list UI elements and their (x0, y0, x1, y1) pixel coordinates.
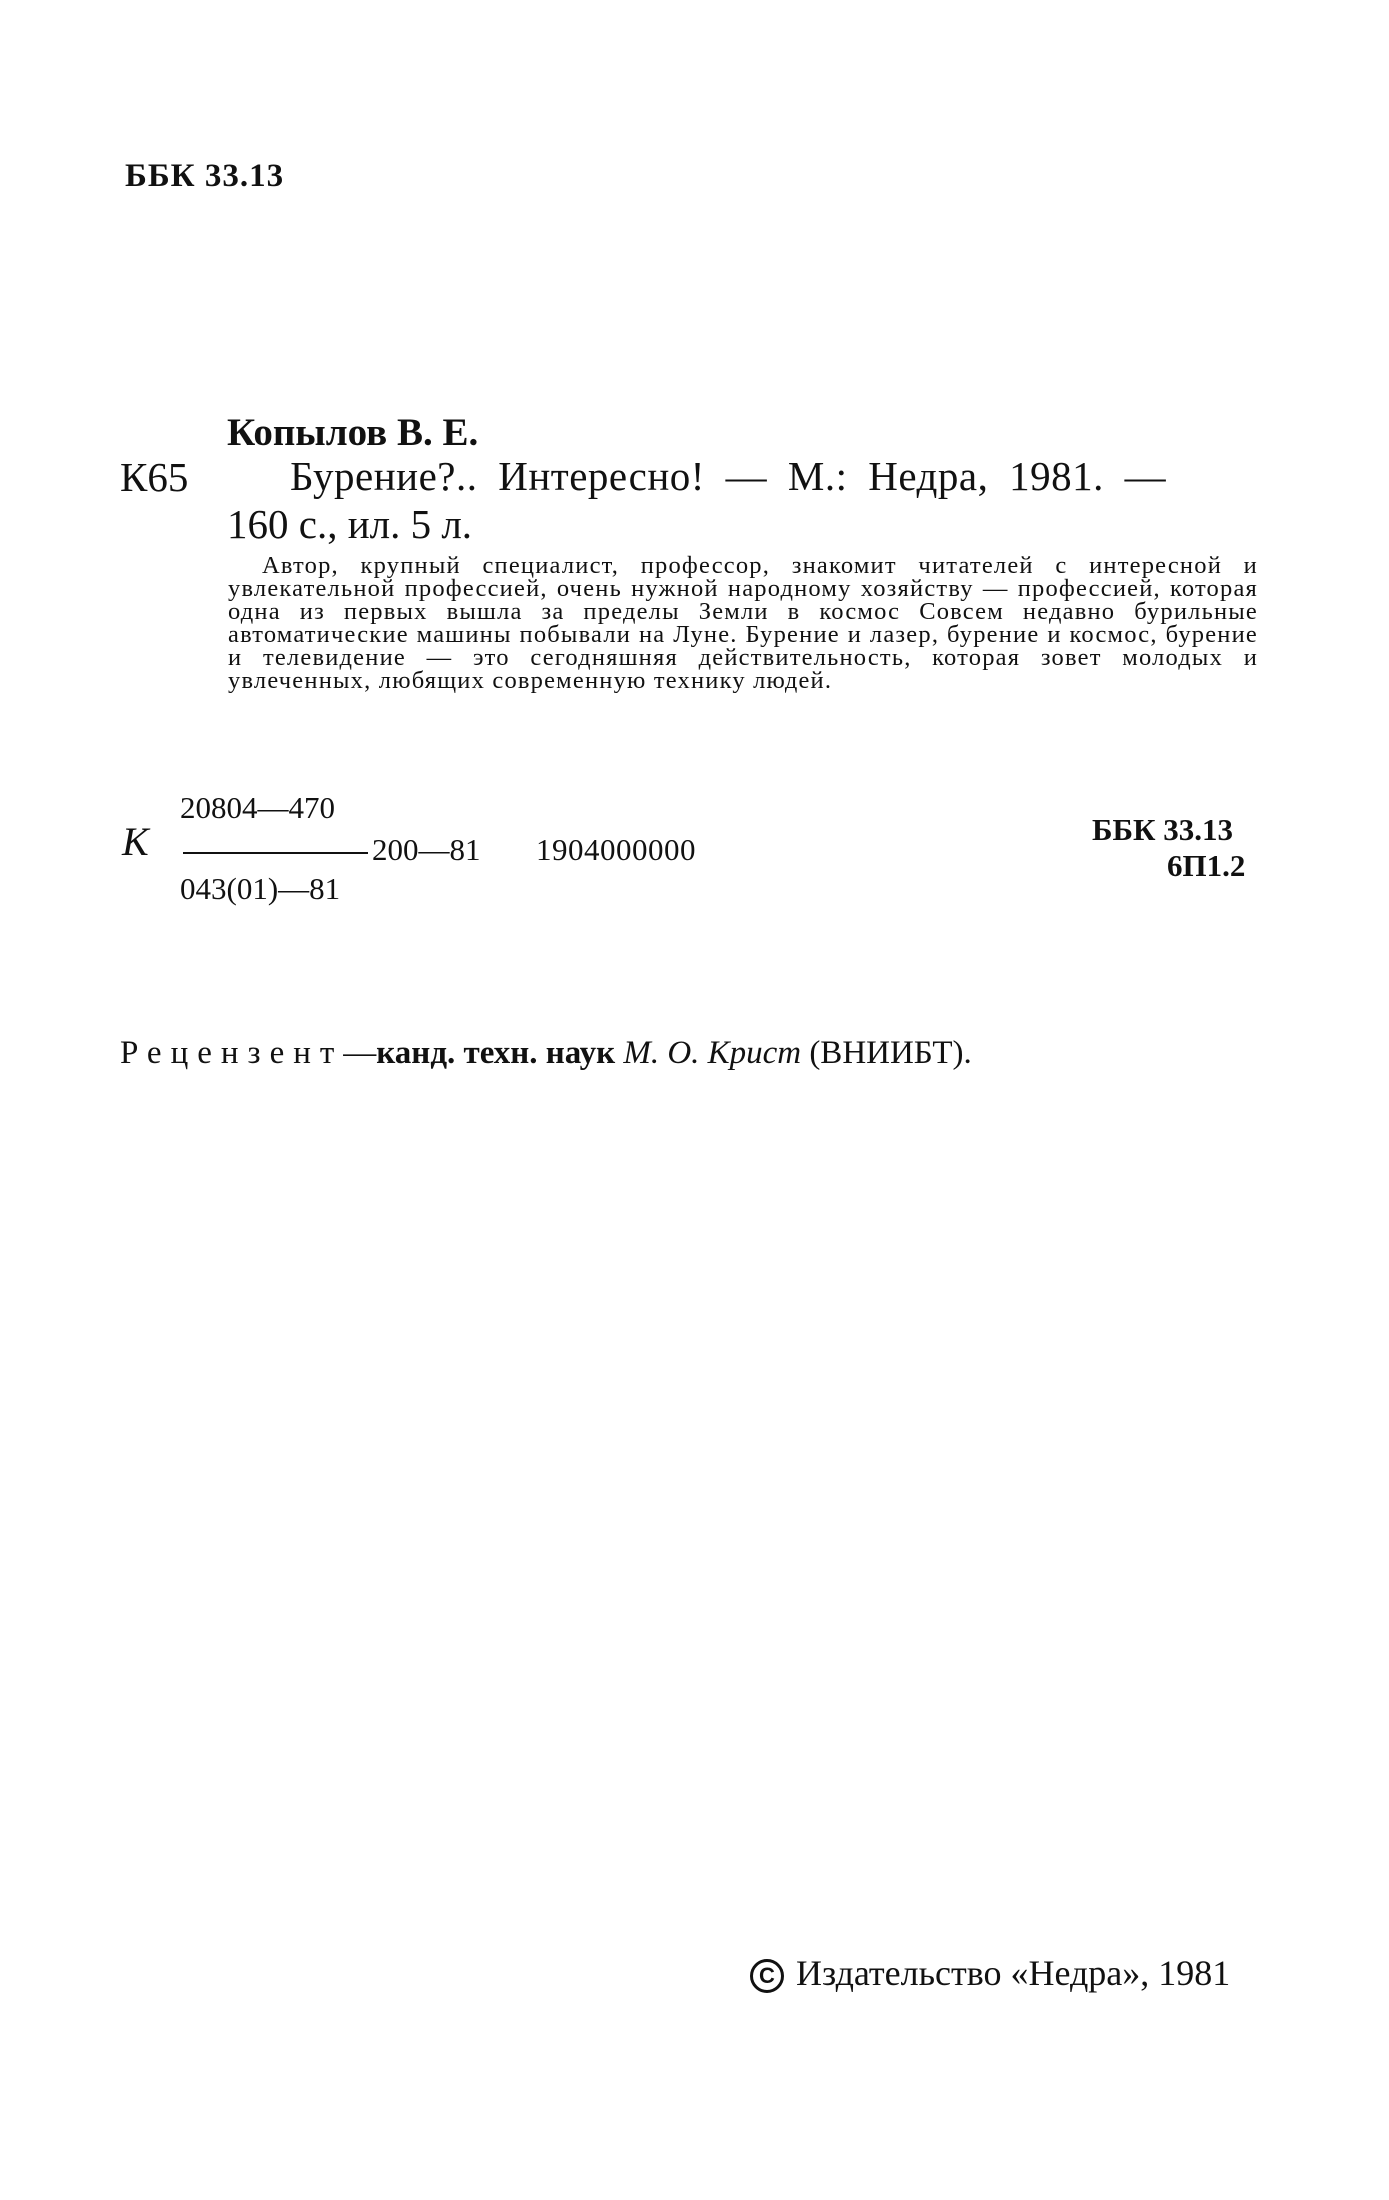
author-code: К65 (120, 454, 189, 500)
reviewer-label: Рецензент (120, 1035, 344, 1071)
bbk-classification-right: ББК 33.13 (1092, 812, 1233, 847)
pages-info: 160 с., ил. 5 л. (227, 501, 473, 547)
reviewer-dash: — (343, 1035, 377, 1071)
catalog-k-letter: К (122, 819, 149, 864)
copyright-icon: C (750, 1959, 784, 1993)
reviewer-name: М. О. Крист (623, 1035, 802, 1071)
annotation-paragraph: Автор, крупный специалист, профессор, знакомит читателей с интересной и увлекательной профессией, очень нужной народному хозяйству — профессией, которая одна из первых вышла за пределы Земли в космос Совсем недавно бурильные автоматические машины побывали на Луне. Бурение и лазер, бурение и космос, бурение и телевидение — это сегодняшняя действительность, которая зовет молодых и увлеченных, любящих современную технику людей. (228, 552, 1258, 694)
reviewer-organization: (ВНИИБТ). (809, 1035, 972, 1071)
catalog-serial-number: 1904000000 (536, 832, 696, 867)
author-name: Копылов В. Е. (227, 411, 479, 454)
catalog-fraction-denominator: 043(01)—81 (180, 871, 341, 906)
copyright-line (750, 1952, 1230, 1994)
fraction-divider (183, 852, 368, 854)
book-title-line: Бурение?.. Интересно! — М.: Недра, 1981. — (290, 453, 1167, 499)
reviewer-degree: канд. техн. наук (376, 1035, 616, 1071)
reviewer-line (120, 1035, 972, 1072)
bbk-subclass-right: 6П1.2 (1167, 848, 1246, 883)
catalog-fraction-numerator: 20804—470 (180, 790, 335, 825)
copyright-text: Издательство «Недра», 1981 (796, 1953, 1231, 1993)
bbk-classification-top: ББК 33.13 (125, 158, 285, 194)
catalog-fraction-suffix: 200—81 (372, 832, 481, 867)
